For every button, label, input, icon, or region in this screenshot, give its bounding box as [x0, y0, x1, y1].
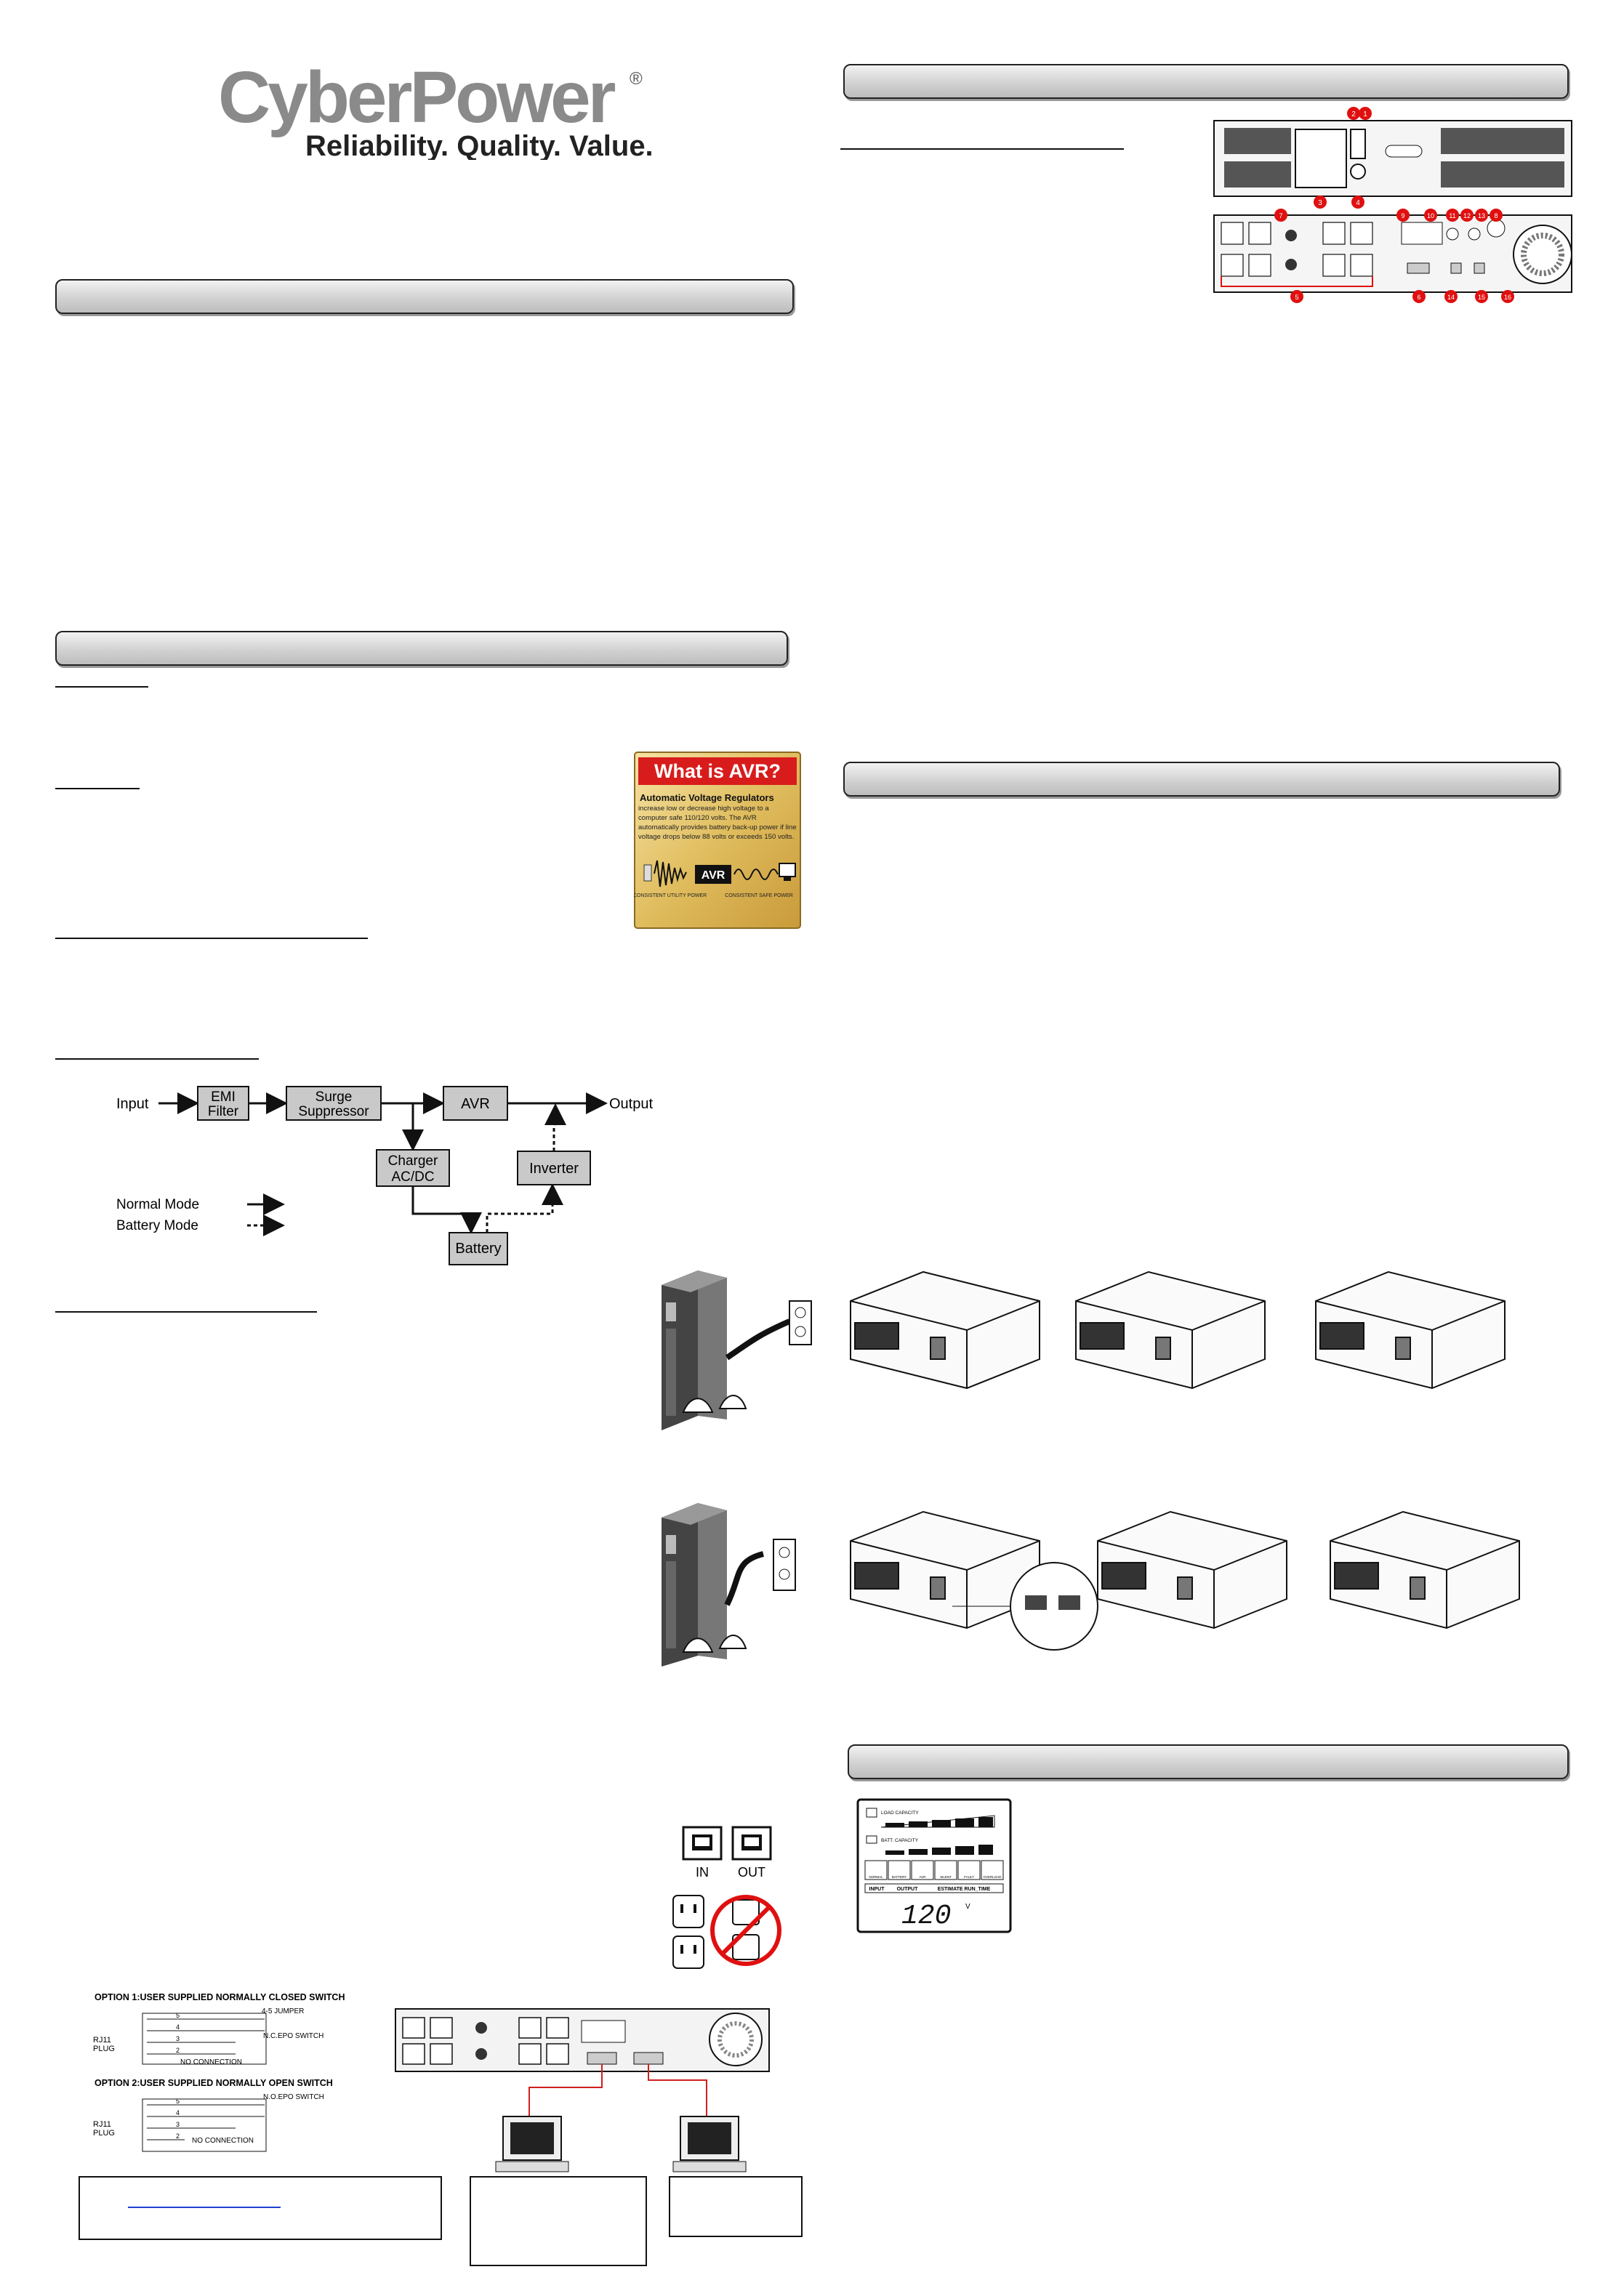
epo-option1: OPTION 1:USER SUPPLIED NORMALLY CLOSED SWITCH	[95, 1992, 345, 2002]
jack-out-label: OUT	[738, 1865, 765, 1880]
epo-no-connection-2: NO CONNECTION	[192, 2137, 254, 2145]
svg-text:4: 4	[1356, 199, 1360, 207]
epo-jumper: 4-5 JUMPER	[262, 2007, 305, 2015]
block-diagram	[109, 1076, 691, 1279]
avr-badge-subtitle: Automatic Voltage Regulators	[640, 792, 774, 803]
svg-text:14: 14	[1447, 294, 1455, 301]
avr-badge-title: What is AVR?	[654, 760, 781, 782]
avr-badge	[634, 752, 801, 929]
brand-tagline: Reliability. Quality. Value.	[305, 130, 654, 160]
svg-text:15: 15	[1477, 294, 1486, 301]
bd-surge-1: Surge	[315, 1089, 353, 1105]
epo-nc-switch: N.C.EPO SWITCH	[263, 2032, 324, 2040]
epo-no-connection-1: NO CONNECTION	[180, 2058, 242, 2066]
tower-ups-illustration-2	[647, 1481, 821, 1670]
svg-text:5: 5	[176, 2098, 180, 2105]
outlet-icon	[673, 1896, 704, 1968]
section-bar-4	[843, 762, 1560, 797]
svg-text:SILENT: SILENT	[940, 1875, 952, 1879]
avr-badge-body: increase low or decrease high voltage to a computer safe 110/120 volts. The AVR automatically provides battery back-up power if line voltage drops below 88 volts or exceeds 150 volts.	[638, 805, 797, 841]
svg-text:2: 2	[176, 2047, 180, 2054]
computer-icon	[496, 2116, 568, 2172]
note-box-1	[470, 2176, 647, 2266]
avr-left-caption: INCONSISTENT UTILITY POWER	[634, 893, 707, 898]
svg-text:4: 4	[176, 2023, 180, 2031]
registered-mark: ®	[630, 69, 643, 89]
section-bar-1	[55, 279, 794, 314]
bd-input-label: Input	[116, 1096, 149, 1112]
svg-text:5: 5	[1295, 294, 1299, 301]
lcd-display	[856, 1798, 1012, 1933]
svg-text:AVR: AVR	[919, 1875, 926, 1879]
brand-name: CyberPower	[218, 58, 614, 138]
bd-output-label: Output	[609, 1096, 654, 1112]
note-box-2	[669, 2176, 803, 2237]
contact-link-underline	[128, 2207, 281, 2208]
svg-text:10: 10	[1426, 212, 1435, 219]
epo-rj11-2: RJ11	[93, 2120, 111, 2129]
svg-text:6: 6	[1417, 294, 1421, 301]
svg-text:11: 11	[1449, 212, 1456, 219]
bd-emi-2: Filter	[207, 1104, 239, 1119]
svg-text:2: 2	[1351, 110, 1356, 118]
brand-logo	[218, 58, 654, 160]
svg-text:5: 5	[176, 2012, 180, 2019]
computer-icon	[673, 2116, 746, 2172]
bd-normal-mode: Normal Mode	[116, 1197, 200, 1212]
svg-text:16: 16	[1503, 294, 1512, 301]
svg-text:3: 3	[1318, 199, 1322, 207]
epo-option2: OPTION 2:USER SUPPLIED NORMALLY OPEN SWITCH	[95, 2078, 333, 2088]
lcd-load-label: LOAD CAPACITY	[881, 1810, 919, 1816]
prohibited-outlet-icon	[712, 1897, 779, 1964]
heading-underline-5	[55, 1311, 317, 1313]
outlet-warning	[662, 1890, 785, 1977]
lcd-unit: V	[965, 1903, 970, 1911]
section-bar-5	[848, 1744, 1569, 1779]
section-bar-2	[55, 631, 788, 666]
svg-text:4: 4	[176, 2109, 180, 2116]
epo-wiring-diagram	[90, 1989, 425, 2170]
bd-avr-label: AVR	[461, 1096, 490, 1112]
heading-underline-1	[55, 686, 148, 688]
heading-underline-3	[55, 938, 368, 939]
epo-plug-2: PLUG	[93, 2129, 115, 2138]
svg-text:9: 9	[1401, 212, 1405, 219]
jack-in-label: IN	[696, 1865, 709, 1880]
section-bar-3	[843, 64, 1569, 99]
epo-no-switch: N.O.EPO SWITCH	[263, 2093, 324, 2101]
lcd-tab-output: OUTPUT	[896, 1887, 918, 1892]
svg-text:12: 12	[1463, 212, 1471, 219]
bd-battery-label: Battery	[455, 1241, 502, 1257]
bd-emi-1: EMI	[211, 1089, 236, 1105]
svg-text:2: 2	[176, 2132, 180, 2140]
svg-text:3: 3	[176, 2121, 180, 2128]
heading-underline-4	[55, 1058, 259, 1060]
svg-text:3: 3	[176, 2035, 180, 2042]
avr-right-caption: CONSISTENT SAFE POWER	[725, 893, 793, 898]
contact-box	[79, 2176, 442, 2240]
svg-text:7: 7	[1279, 212, 1283, 219]
rack-illustrations	[843, 1265, 1570, 1686]
svg-text:8: 8	[1494, 212, 1498, 219]
bd-battery-mode: Battery Mode	[116, 1218, 198, 1233]
epo-plug-1: PLUG	[93, 2045, 115, 2053]
bd-charger-2: AC/DC	[391, 1169, 435, 1185]
lcd-batt-label: BATT. CAPACITY	[881, 1838, 919, 1843]
lcd-tab-input: INPUT	[869, 1887, 885, 1892]
svg-text:FAULT: FAULT	[964, 1875, 974, 1879]
epo-rj11-1: RJ11	[93, 2036, 111, 2045]
lcd-tab-runtime: ESTIMATE RUN_TIME	[937, 1887, 991, 1892]
svg-text:OVERLOAD: OVERLOAD	[983, 1875, 1002, 1879]
bd-charger-1: Charger	[387, 1153, 438, 1169]
svg-text:BATTERY: BATTERY	[891, 1875, 907, 1879]
heading-underline-2	[55, 788, 140, 789]
bd-inverter-label: Inverter	[529, 1161, 579, 1177]
svg-text:13: 13	[1477, 212, 1486, 219]
ups-panel-diagram	[1211, 105, 1575, 345]
phone-jacks	[680, 1824, 775, 1882]
bd-surge-2: Suppressor	[298, 1104, 369, 1119]
svg-text:1: 1	[1363, 110, 1367, 118]
rear-panel-computers	[394, 2007, 772, 2175]
heading-underline-6	[840, 148, 1124, 150]
avr-chip: AVR	[701, 869, 725, 882]
tower-ups-illustration-1	[647, 1256, 821, 1438]
lcd-reading: 120	[901, 1901, 952, 1932]
svg-text:NORMAL: NORMAL	[869, 1875, 883, 1879]
